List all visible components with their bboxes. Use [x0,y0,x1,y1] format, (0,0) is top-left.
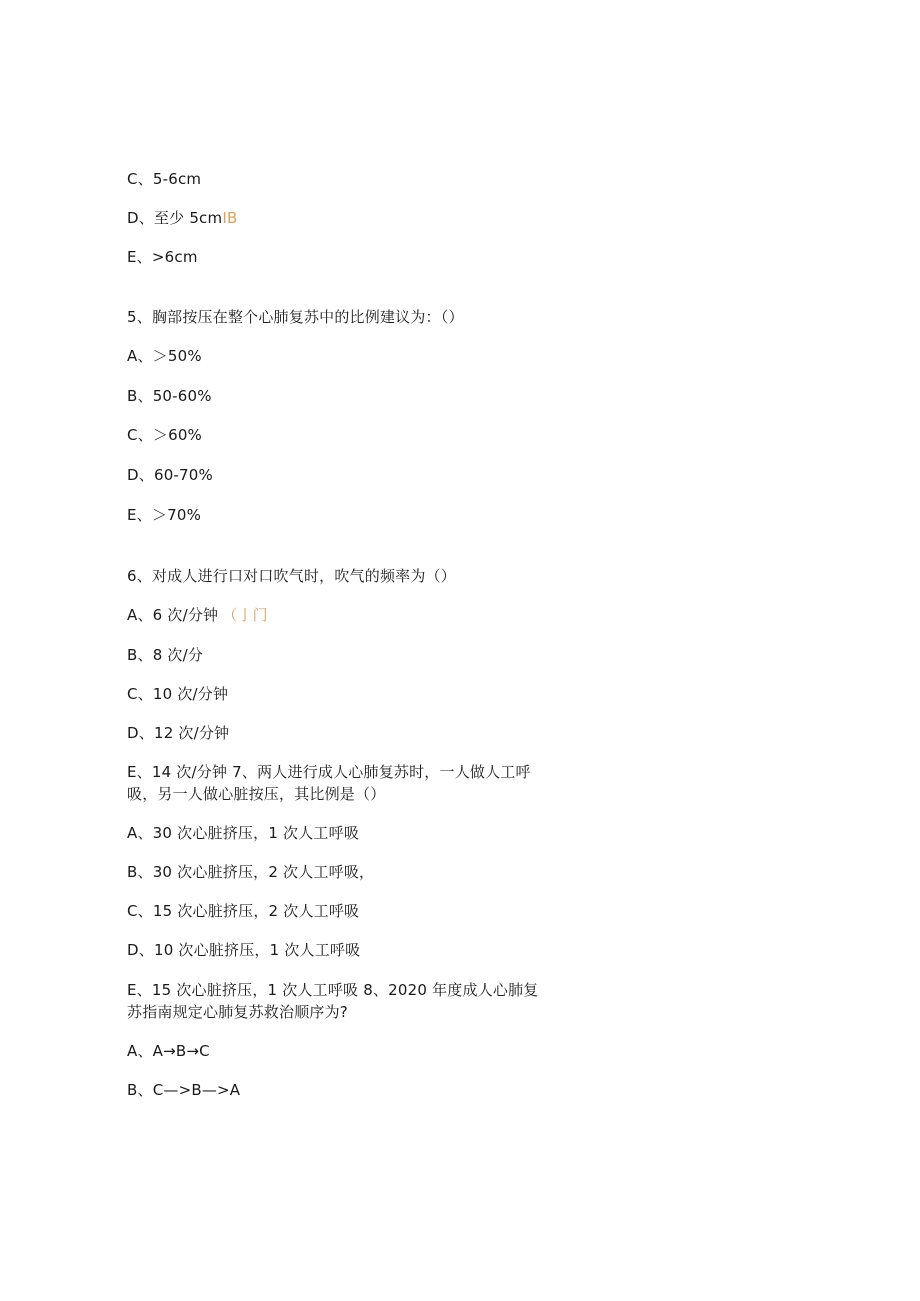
option-q5-d [127,464,213,486]
option-text: E、14 次/分钟 7、两人进行成人心肺复苏时，一人做人工呼 [127,763,531,781]
option-text: C、15 次心脏挤压，2 次人工呼吸 [127,902,360,920]
answer-mark: IB [222,209,238,227]
question-text: 5、胸部按压在整个心肺复苏中的比例建议为：（） [127,308,464,326]
option-text: E、＞70% [127,506,202,524]
option-q7-d [127,939,360,961]
question-5 [127,306,464,328]
option-q4-c [127,168,201,190]
question-8-line2 [127,1001,348,1023]
option-q4-e [127,246,198,268]
question-text: 苏指南规定心肺复苏救治顺序为? [127,1003,348,1021]
option-text: B、C—>B—>A [127,1081,241,1099]
option-text: A、6 次/分钟 [127,606,219,624]
option-text: E、>6cm [127,248,198,266]
option-q5-c [127,424,202,446]
option-text: D、60-70% [127,466,213,484]
option-q6-e-line1 [127,761,531,783]
option-q7-b [127,861,374,883]
option-text: E、15 次心脏挤压，1 次人工呼吸 8、2020 年度成人心肺复 [127,981,539,999]
option-text: A、30 次心脏挤压，1 次人工呼吸 [127,824,360,842]
option-q7-a [127,822,359,844]
option-text: C、10 次/分钟 [127,685,229,703]
option-text: A、A→B→C [127,1042,210,1060]
option-text: B、30 次心脏挤压，2 次人工呼吸， [127,863,375,881]
option-text: A、＞50% [127,347,202,365]
answer-mark: （亅门 [222,606,268,624]
option-q7-c [127,900,359,922]
option-q6-a [127,604,268,626]
option-text: B、8 次/分 [127,646,204,664]
question-7-line2 [127,783,385,805]
option-q7-e-line1 [127,979,539,1001]
option-text: C、＞60% [127,426,203,444]
question-6 [127,565,456,587]
option-q5-e [127,504,201,526]
option-q8-a [127,1040,210,1062]
option-q6-c [127,683,228,705]
option-q6-d [127,722,229,744]
option-q5-b [127,385,212,407]
option-q4-d [127,207,237,229]
option-q6-b [127,644,203,666]
option-text: B、50-60% [127,387,212,405]
option-text: D、10 次心脏挤压，1 次人工呼吸 [127,941,361,959]
option-text: D、12 次/分钟 [127,724,230,742]
question-text: 6、对成人进行口对口吹气时，吹气的频率为（） [127,567,456,585]
option-q8-b [127,1079,240,1101]
option-q5-a [127,345,202,367]
question-text: 吸，另一人做心脏按压，其比例是（） [127,785,386,803]
option-text: C、5-6cm [127,170,202,188]
option-text: D、至少 5cm [127,209,223,227]
